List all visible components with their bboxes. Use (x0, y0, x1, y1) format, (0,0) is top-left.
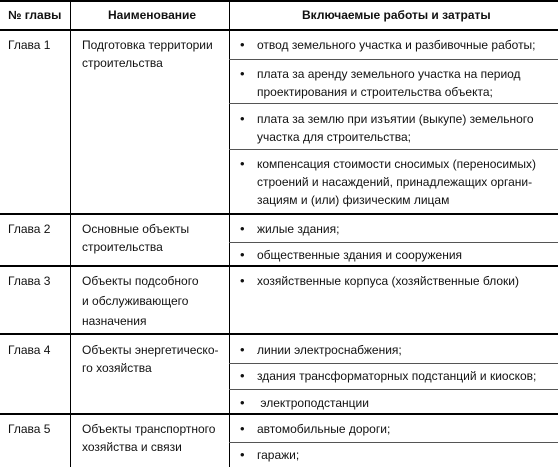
bullet-icon: • (240, 421, 245, 436)
work-item-line: участка для строительства; (257, 130, 411, 144)
work-item-line: хозяйственные корпуса (хозяйственные блоки) (257, 274, 520, 288)
chapter-number: Глава 3 (8, 274, 51, 288)
chapter-name-line: строительства (82, 240, 163, 254)
header-works-and-costs: Включаемые работы и затраты (302, 8, 491, 22)
chapter-name-line: Основные объекты (82, 222, 190, 236)
work-item-line: электроподстанции (257, 396, 369, 410)
work-item-line: плата за землю при изъятии (выкупе) земельного (257, 112, 534, 126)
bullet-icon: • (240, 156, 245, 171)
item-divider (229, 389, 558, 390)
chapter-name-line: назначения (82, 314, 147, 328)
work-item-line: линии электроснабжения; (257, 343, 402, 357)
bullet-icon: • (240, 221, 245, 236)
bullet-icon: • (240, 395, 245, 410)
work-item-line: строений и насаждений, принадлежащих органи- (257, 175, 533, 189)
chapter-number: Глава 2 (8, 222, 51, 236)
item-divider (229, 149, 558, 150)
work-item-line: общественные здания и сооружения (257, 248, 463, 262)
work-item-line: проектирования и строительства объекта; (257, 85, 493, 99)
chapter-name-line: го хозяйства (82, 361, 152, 375)
chapter-number: Глава 4 (8, 343, 51, 357)
col-divider-2 (229, 0, 230, 467)
bullet-icon: • (240, 66, 245, 81)
bullet-icon: • (240, 111, 245, 126)
work-item-line: зациям и (или) физическим лицам (257, 193, 450, 207)
chapter-name-line: Объекты энергетическо- (82, 343, 219, 357)
chapter-name-line: и обслуживающего (82, 294, 189, 308)
chapter-separator (0, 265, 558, 267)
header-chapter-number: № главы (8, 8, 62, 22)
table-top-border (0, 0, 558, 2)
work-item-line: плата за аренду земельного участка на период (257, 67, 521, 81)
chapter-separator (0, 413, 558, 415)
work-item-line: жилые здания; (257, 222, 340, 236)
work-item-line: гаражи; (257, 448, 300, 462)
work-item-line: компенсация стоимости сносимых (переносимых) (257, 157, 536, 171)
header-bottom-border (0, 29, 558, 31)
chapter-name-line: Объекты транспортного (82, 422, 216, 436)
chapter-separator (0, 213, 558, 215)
chapter-number: Глава 5 (8, 422, 51, 436)
work-item-line: здания трансформаторных подстанций и киосков; (257, 369, 537, 383)
bullet-icon: • (240, 273, 245, 288)
chapter-name-line: Объекты подсобного (82, 274, 199, 288)
chapter-name-line: строительства (82, 56, 163, 70)
chapter-separator (0, 333, 558, 335)
bullet-icon: • (240, 342, 245, 357)
col-divider-1 (70, 0, 71, 467)
chapter-name-line: Подготовка территории (82, 38, 213, 52)
bullet-icon: • (240, 447, 245, 462)
item-divider (229, 103, 558, 104)
bullet-icon: • (240, 368, 245, 383)
bullet-icon: • (240, 37, 245, 52)
item-divider (229, 442, 558, 443)
chapter-name-line: хозяйства и связи (82, 440, 182, 454)
item-divider (229, 242, 558, 243)
item-divider (229, 363, 558, 364)
item-divider (229, 59, 558, 60)
header-name: Наименование (108, 8, 197, 22)
bullet-icon: • (240, 247, 245, 262)
work-item-line: отвод земельного участка и разбивочные работы; (257, 38, 536, 52)
chapter-number: Глава 1 (8, 38, 51, 52)
work-item-line: автомобильные дороги; (257, 422, 391, 436)
